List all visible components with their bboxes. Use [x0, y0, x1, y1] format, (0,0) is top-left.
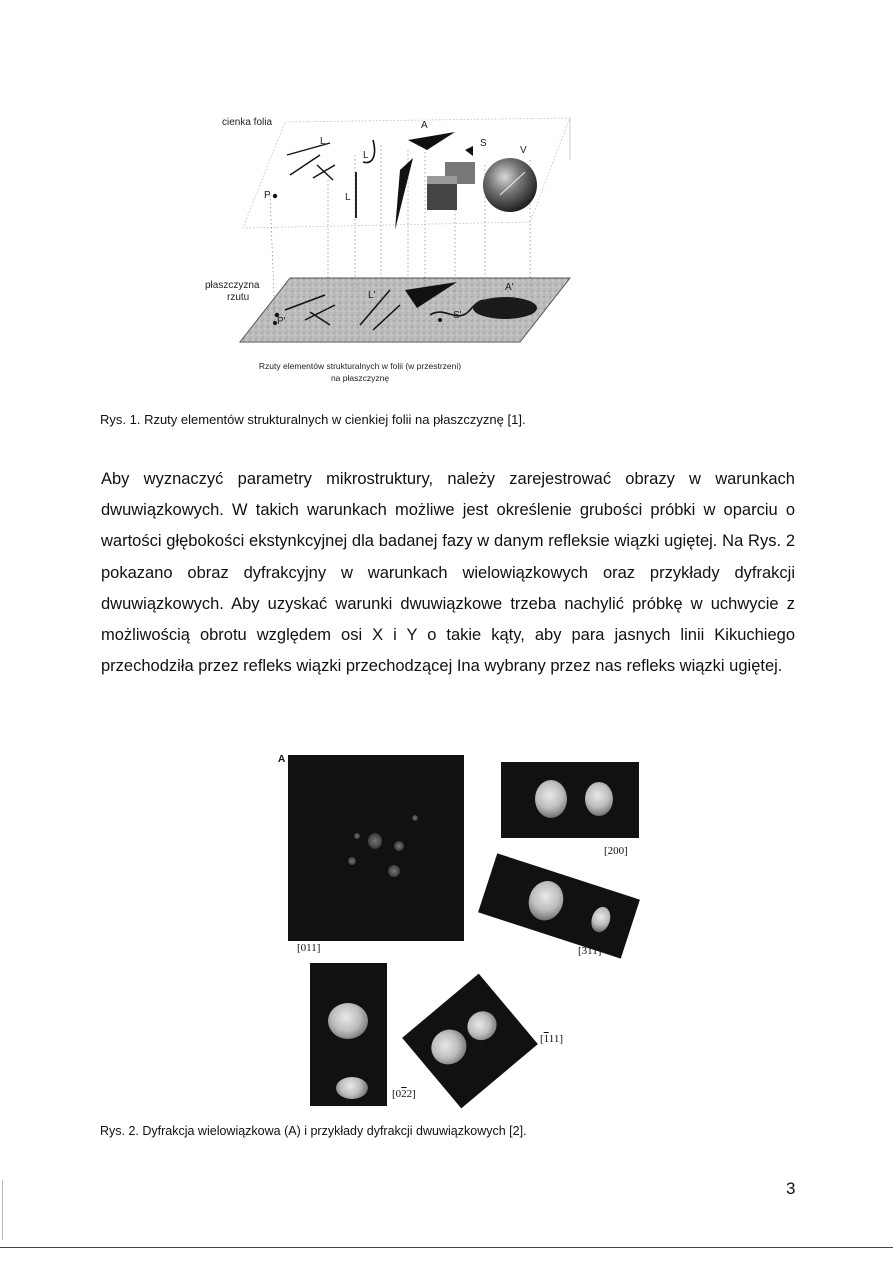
projection-plane-label-line1: płaszczyzna [205, 280, 260, 291]
diffraction-spot [354, 833, 360, 839]
two-beam-311-panel [478, 853, 640, 958]
figure-1-projection-diagram [195, 110, 580, 355]
two-beam-111-panel [402, 974, 538, 1109]
zone-axis-311: [311] [578, 945, 602, 957]
figure-1-caption: Rys. 1. Rzuty elementów strukturalnych w cienkiej folii na płaszczyznę [1]. [100, 412, 526, 427]
diffraction-spot [388, 865, 400, 877]
panel-a-label: A [278, 754, 286, 765]
figure-2-caption: Rys. 2. Dyfrakcja wielowiązkowa (A) i przykłady dyfrakcji dwuwiązkowych [2]. [100, 1124, 527, 1138]
diffraction-spot [412, 815, 418, 821]
transmitted-beam-spot [328, 1003, 368, 1039]
marker-s-prime: S' [453, 310, 462, 321]
body-paragraph: Aby wyznaczyć parametry mikrostruktury, należy zarejestrować obrazy w warunkach dwuwiązkowych. W takich warunkach możliwe jest określenie grubości próbki w oparciu o wartości głębokości ekstynkcyjnej dla badanej fazy w danym refleksie wiązki ugiętej. Na Rys. 2 pokazano obraz dyfrakcyjny w warunkach wielowiązkowych oraz przykłady dyfrakcji dwuwiązkowych. Aby uzyskać warunki dwuwiązkowe trzeba nachylić próbkę w uchwycie z możliwością obrotu względem osi X i Y o takie kąty, aby para jasnych linii Kikuchiego przechodziła przez refleks wiązki przechodzącej Ina wybrany przez nas refleks wiązki ugiętej. [101, 470, 795, 676]
two-beam-200-panel [501, 762, 639, 838]
marker-s: S [480, 138, 487, 149]
multi-beam-pattern-panel [288, 755, 464, 941]
scan-edge-mark [2, 1180, 3, 1240]
diffracted-beam-spot [585, 782, 613, 816]
zone-axis-111: [111] [540, 1033, 564, 1045]
marker-l-prime: L' [368, 290, 376, 301]
projection-plane-label-line2: rzutu [227, 292, 250, 303]
two-beam-022-panel [310, 963, 387, 1106]
marker-p-prime: P' [277, 316, 286, 327]
thin-foil-label: cienka folia [222, 117, 273, 128]
marker-l-vertical: L [345, 192, 351, 203]
zone-axis-022: [022] [392, 1088, 416, 1100]
marker-p: P [264, 190, 271, 201]
diffraction-spot [348, 857, 356, 865]
transmitted-beam-spot [524, 876, 569, 925]
diffracted-beam-spot [336, 1077, 368, 1099]
marker-a-prime: A' [505, 282, 514, 293]
bottom-edge-line [0, 1247, 893, 1248]
diffraction-spot [394, 841, 404, 851]
marker-a: A [421, 120, 428, 131]
page-number: 3 [786, 1179, 796, 1198]
transmitted-beam-spot [424, 1022, 473, 1071]
inner-caption-line2: na płaszczyznę [330, 373, 390, 383]
diffraction-spot [368, 833, 382, 849]
diffracted-beam-spot [588, 904, 613, 934]
inner-caption-line1: Rzuty elementów strukturalnych w folii (w przestrzeni) [258, 361, 462, 371]
diffracted-beam-spot [461, 1005, 502, 1046]
zone-axis-011: [011] [297, 942, 321, 954]
zone-axis-200: [200] [604, 845, 628, 857]
transmitted-beam-spot [535, 780, 567, 818]
marker-l-curve: L [363, 150, 369, 161]
marker-l-top: L [320, 136, 326, 147]
marker-v: V [520, 145, 527, 156]
figure-1-inner-caption [230, 360, 490, 384]
